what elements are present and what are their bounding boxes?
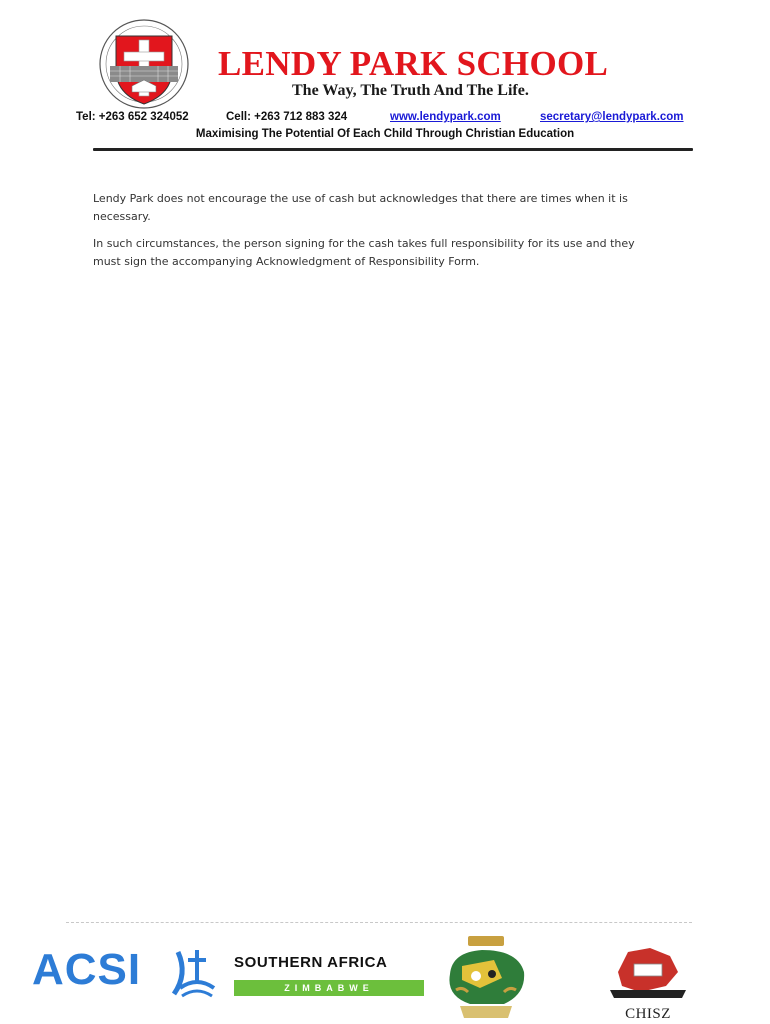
southern-africa-text: SOUTHERN AFRICA (234, 954, 388, 971)
footer-divider (66, 922, 692, 923)
school-name: LENDY PARK SCHOOL (218, 44, 609, 83)
chisz-map-icon (604, 942, 692, 1006)
email-link[interactable]: secretary@lendypark.com (540, 111, 684, 123)
acsi-emblem-icon (168, 944, 226, 1002)
zimbabwe-band: ZIMBABWE (234, 980, 424, 996)
ats-crest-icon (432, 934, 540, 1020)
school-crest-icon (98, 14, 190, 114)
school-tagline: Maximising The Potential Of Each Child Through Christian Education (195, 128, 575, 140)
header-divider (93, 148, 693, 151)
cell-number: Cell: +263 712 883 324 (226, 111, 348, 123)
southern-africa-logo (234, 954, 424, 998)
acsi-logo (30, 944, 230, 1004)
acsi-logo-text: ACSI (32, 945, 142, 994)
document-body (93, 190, 663, 280)
website-link[interactable]: www.lendypark.com (390, 111, 501, 123)
body-paragraph-1: Lendy Park does not encourage the use of cash but acknowledges that there are times when it is necessary. (93, 192, 628, 223)
chisz-text: CHISZ (625, 1006, 671, 1022)
body-paragraph-2: In such circumstances, the person signing for the cash takes full responsibility for its use and they must sign the accompanying Acknowledgment of Responsibility Form. (93, 237, 635, 268)
telephone-number: Tel: +263 652 324052 (76, 111, 189, 123)
chisz-logo (604, 942, 692, 1022)
school-motto: The Way, The Truth And The Life. (292, 82, 529, 99)
